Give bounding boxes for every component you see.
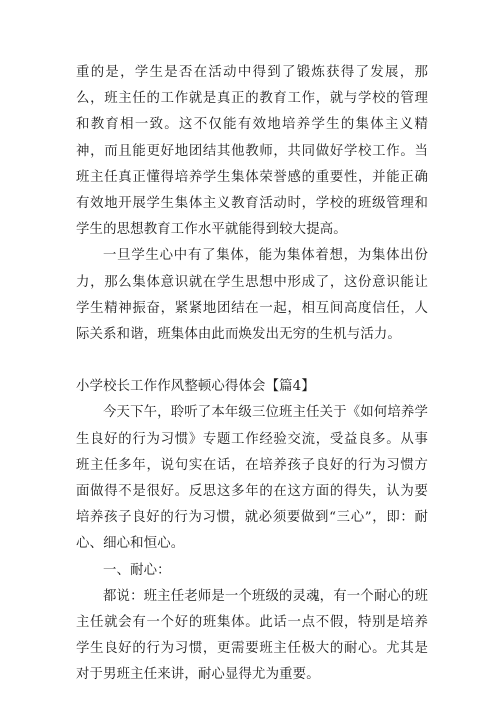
paragraph-4: 都说：班主任老师是一个班级的灵魂，有一个耐心的班主任就会有一个好的班集体。此话一点不假，特别是培养学生良好的行为习惯，更需要班主任极大的耐心。尤其是对于男班主任来讲，耐心显得尤为重要。 <box>76 588 428 683</box>
paragraph-3: 今天下午，聆听了本年级三位班主任关于《如何培养学生良好的行为习惯》专题工作经验交流，受益良多。从事班主任多年，说句实在话，在培养孩子良好的行为习惯方面做得不是很好。反思这多年的在这方面的得失，认为要培养孩子良好的行为习惯，就必须要做到“三心”，即：耐心、细心和恒心。 <box>76 405 428 552</box>
section-heading: 小学校长工作作风整顿心得体会【篇4】 <box>76 379 315 395</box>
paragraph-2: 一旦学生心中有了集体，能为集体着想，为集体出份力，那么集体意识就在学生思想中形成了，这份意识能让学生精神振奋，紧紧地团结在一起，相互间高度信任，人际关系和谐，班集体由此而焕发出无穷的生机与活力。 <box>76 248 428 343</box>
paragraph-1: 重的是，学生是否在活动中得到了锻炼获得了发展，那么，班主任的工作就是真正的教育工作，就与学校的管理和教育相一致。这不仅能有效地培养学生的集体主义精神，而且能更好地团结其他教师，共同做好学校工作。当班主任真正懂得培养学生集体荣誉感的重要性，并能正确有效地开展学生集体主义教育活动时，学校的班级管理和学生的思想教育工作水平就能得到较大提高。 <box>76 65 428 238</box>
subheading-patience: 一、耐心： <box>103 562 171 578</box>
paragraph-gap <box>76 348 428 374</box>
document-page <box>76 60 428 689</box>
